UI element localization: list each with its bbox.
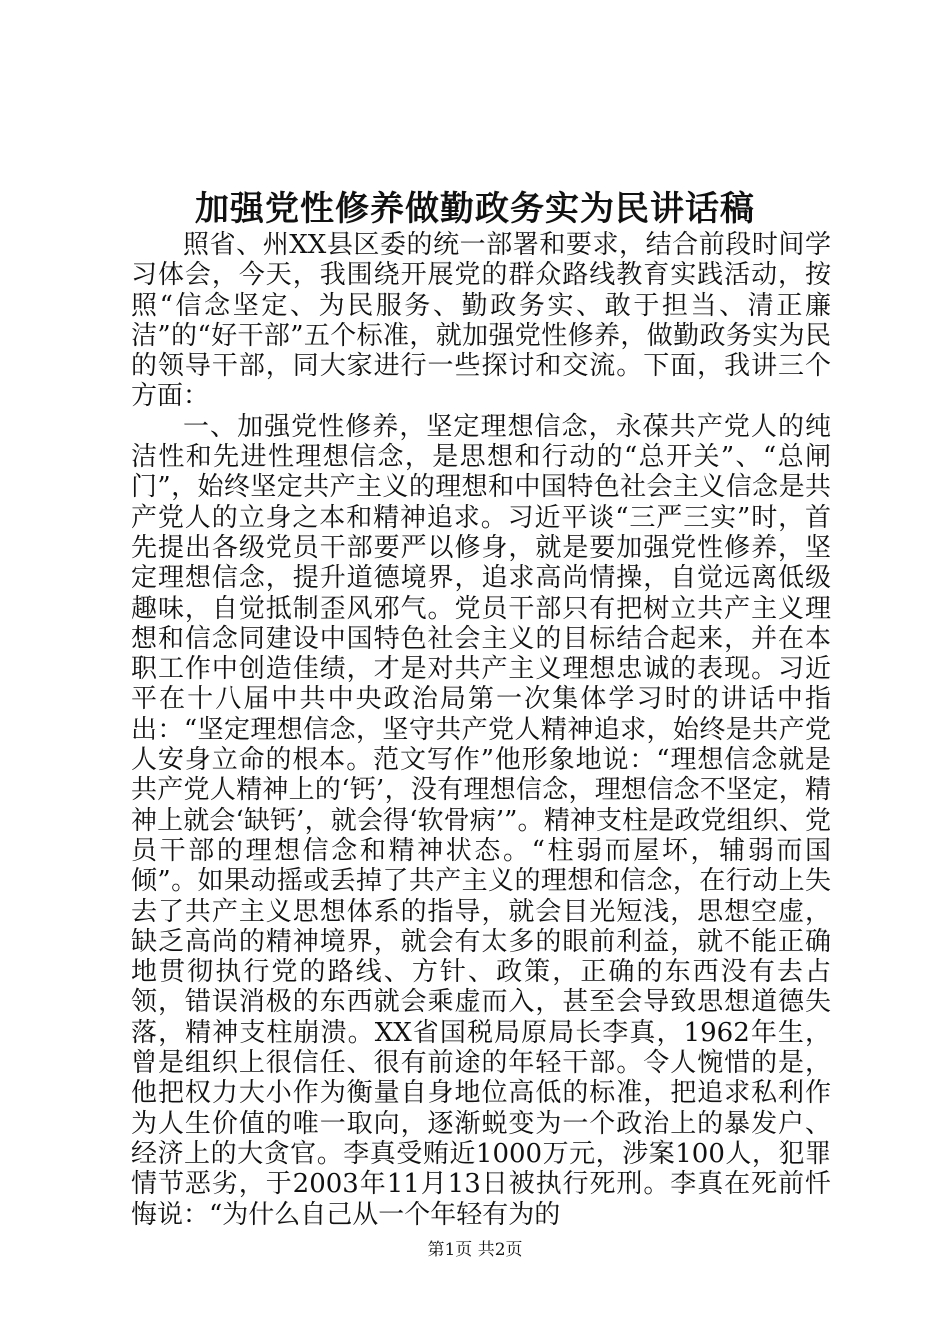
paragraph-section-one: 一、加强党性修养，坚定理想信念，永葆共产党人的纯洁性和先进性理想信念，是思想和行动的“总开关”、“总闸门”，始终坚定共产主义的理想和中国特色社会主义信念是共产党人的立身之本和精神追求。习近平谈“三严三实”时，首先提出各级党员干部要严以修身，就是要加强党性修养，坚定理想信念，提升道德境界，追求高尚情操，自觉远离低级趣味，自觉抵制歪风邪气。党员干部只有把树立共产主义理想和信念同建设中国特色社会主义的目标结合起来，并在本职工作中创造佳绩，才是对共产主义理想忠诚的表现。习近平在十八届中共中央政治局第一次集体学习时的讲话中指出：“坚定理想信念，坚守共产党人精神追求，始终是共产党人安身立命的根本。范文写作”他形象地说：“理想信念就是共产党人精神上的‘钙’，没有理想信念，理想信念不坚定，精神上就会‘缺钙’，就会得‘软骨病’”。精神支柱是政党组织、党员干部的理想信念和精神状态。“柱弱而屋坏，辅弱而国倾”。如果动摇或丢掉了共产主义的理想和信念，在行动上失去了共产主义思想体系的指导，就会目光短浅，思想空虚，缺乏高尚的精神境界，就会有太多的眼前利益，就不能正确地贯彻执行党的路线、方针、政策，正确的东西没有去占领，错误消极的东西就会乘虚而入，甚至会导致思想道德失落，精神支柱崩溃。XX省国税局原局长李真，1962年生，曾是组织上很信任、很有前途的年轻干部。令人惋惜的是，他把权力大小作为衡量自身地位高低的标准，把追求私利作为人生价值的唯一取向，逐渐蜕变为一个政治上的暴发户、经济上的大贪官。李真受贿近1000万元，涉案100人，犯罪情节恶劣，于2003年11月13日被执行死刑。李真在死前忏悔说：“为什么自己从一个年轻有为的 bbox=[131, 411, 831, 1230]
paragraph-intro: 照省、州XX县区委的统一部署和要求，结合前段时间学习体会，今天，我围绕开展党的群众路线教育实践活动，按照“信念坚定、为民服务、勤政务实、敢于担当、清正廉洁”的“好干部”五个标准，就加强党性修养，做勤政务实为民的领导干部，同大家进行一些探讨和交流。下面，我讲三个方面： bbox=[131, 230, 831, 412]
document-title: 加强党性修养做勤政务实为民讲话稿 bbox=[195, 189, 755, 229]
document-body bbox=[131, 230, 831, 1230]
page-footer: 第1页 共2页 bbox=[427, 1240, 523, 1260]
